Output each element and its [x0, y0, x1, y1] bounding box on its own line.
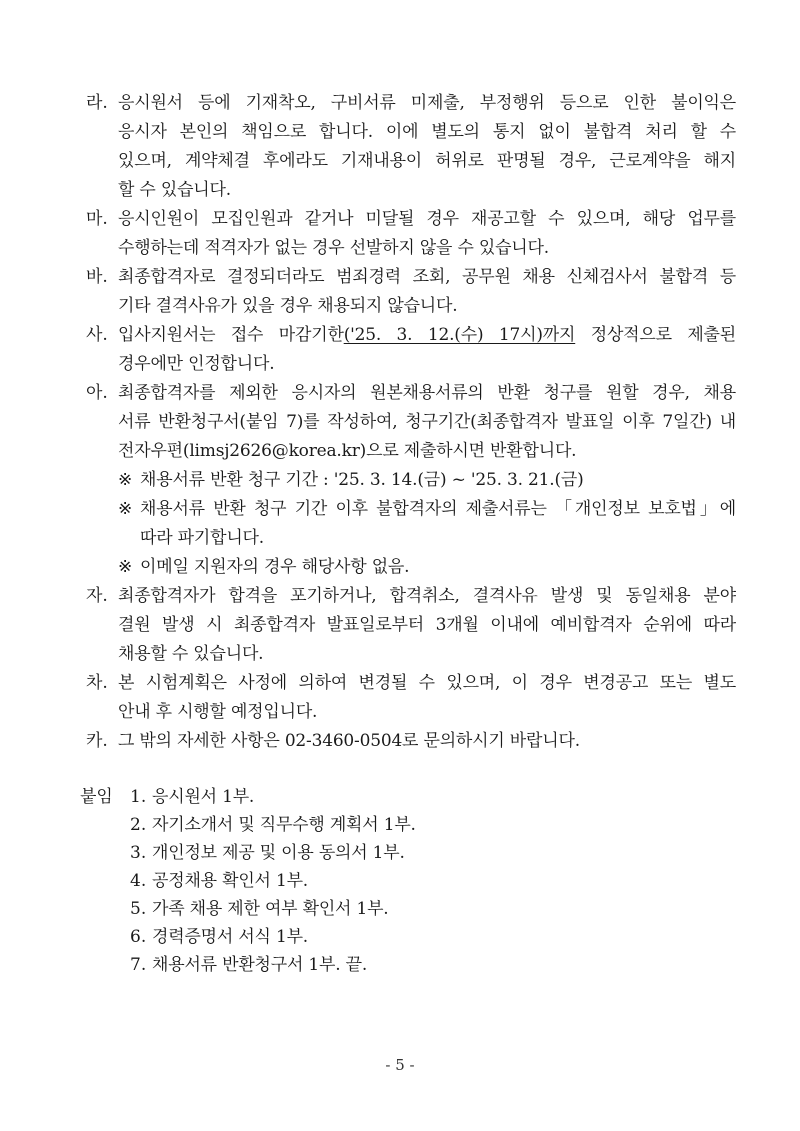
- attachment-number: 1.: [130, 787, 147, 807]
- item-marker-ma: 마.: [86, 209, 108, 229]
- item-ja-line-2: 결원 발생 시 최종합격자 발표일로부터 3개월 이내에 예비합격자 순위에 따라: [118, 615, 736, 635]
- attachment-item: 공정채용 확인서 1부.: [152, 871, 309, 891]
- attachment-number: 7.: [130, 955, 147, 975]
- page-number: - 5 -: [385, 1056, 415, 1074]
- attachment-number: 2.: [130, 815, 147, 835]
- item-a-line-3: 전자우편(limsj2626@korea.kr)으로 제출하시면 반환합니다.: [118, 441, 577, 461]
- item-ba-line-1: 최종합격자로 결정되더라도 범죄경력 조회, 공무원 채용 신체검사서 불합격 등: [118, 267, 736, 287]
- item-ja-line-3: 채용할 수 있습니다.: [118, 644, 264, 664]
- note-disposal: 채용서류 반환 청구 기간 이후 불합격자의 제출서류는 「개인정보 보호법」에: [140, 499, 736, 519]
- attachment-item: 응시원서 1부.: [152, 787, 255, 807]
- note-return-period: 채용서류 반환 청구 기간 : '25. 3. 14.(금) ~ '25. 3. 21.(금): [140, 470, 584, 490]
- attachment-item: 경력증명서 서식 1부.: [152, 927, 309, 947]
- item-a-line-2: 서류 반환청구서(붙임 7)를 작성하여, 청구기간(최종합격자 발표일 이후 7일간) 내: [118, 412, 736, 432]
- note-mark: ※: [118, 557, 133, 577]
- item-ka-line-1: 그 밖의 자세한 사항은 02-3460-0504로 문의하시기 바랍니다.: [118, 731, 580, 751]
- item-ma-line-2: 수행하는데 적격자가 없는 경우 선발하지 않을 수 있습니다.: [118, 238, 549, 258]
- item-ra-line-2: 응시자 본인의 책임으로 합니다. 이에 별도의 통지 없이 불합격 처리 할 수: [118, 122, 736, 142]
- attachment-number: 6.: [130, 927, 147, 947]
- item-ma-line-1: 응시인원이 모집인원과 같거나 미달될 경우 재공고할 수 있으며, 해당 업무를: [118, 209, 736, 229]
- note-mark: ※: [118, 499, 133, 519]
- item-cha-line-2: 안내 후 시행할 예정입니다.: [118, 702, 318, 722]
- item-ja-line-1: 최종합격자가 합격을 포기하거나, 합격취소, 결격사유 발생 및 동일채용 분야: [118, 586, 736, 606]
- item-marker-a: 아.: [86, 383, 108, 403]
- attachment-number: 3.: [130, 843, 147, 863]
- item-ba-line-2: 기타 결격사유가 있을 경우 채용되지 않습니다.: [118, 296, 458, 316]
- item-marker-ka: 카.: [86, 731, 108, 751]
- item-a-line-1: 최종합격자를 제외한 응시자의 원본채용서류의 반환 청구를 원할 경우, 채용: [118, 383, 736, 403]
- note-disposal-cont: 따라 파기합니다.: [140, 528, 264, 548]
- item-sa-line-2: 경우에만 인정합니다.: [118, 354, 275, 374]
- attachment-item: 가족 채용 제한 여부 확인서 1부.: [152, 899, 389, 919]
- deadline-text: ('25. 3. 12.(수) 17시)까지: [343, 325, 576, 345]
- item-ra-line-1: 응시원서 등에 기재착오, 구비서류 미제출, 부정행위 등으로 인한 불이익은: [118, 93, 736, 113]
- note-email-applicant: 이메일 지원자의 경우 해당사항 없음.: [140, 557, 410, 577]
- item-ra-line-4: 할 수 있습니다.: [118, 180, 231, 200]
- item-sa-line-1: [118, 325, 736, 345]
- attachment-number: 5.: [130, 899, 147, 919]
- item-marker-cha: 차.: [86, 673, 108, 693]
- item-marker-ra: 라.: [86, 93, 108, 113]
- item-marker-ba: 바.: [86, 267, 108, 287]
- attachment-item: 채용서류 반환청구서 1부. 끝.: [152, 955, 368, 975]
- item-sa-text-post: 정상적으로 제출된: [575, 325, 736, 345]
- item-marker-ja: 자.: [86, 586, 108, 606]
- attachments-label: 붙임: [80, 787, 113, 807]
- item-cha-line-1: 본 시험계획은 사정에 의하여 변경될 수 있으며, 이 경우 변경공고 또는 별도: [118, 673, 736, 693]
- attachment-item: 개인정보 제공 및 이용 동의서 1부.: [152, 843, 405, 863]
- attachment-number: 4.: [130, 871, 147, 891]
- attachment-item: 자기소개서 및 직무수행 계획서 1부.: [152, 815, 416, 835]
- item-sa-text: 입사지원서는 접수 마감기한: [118, 325, 344, 345]
- item-marker-sa: 사.: [86, 325, 108, 345]
- note-mark: ※: [118, 470, 133, 490]
- item-ra-line-3: 있으며, 계약체결 후에라도 기재내용이 허위로 판명될 경우, 근로계약을 해지: [118, 151, 736, 171]
